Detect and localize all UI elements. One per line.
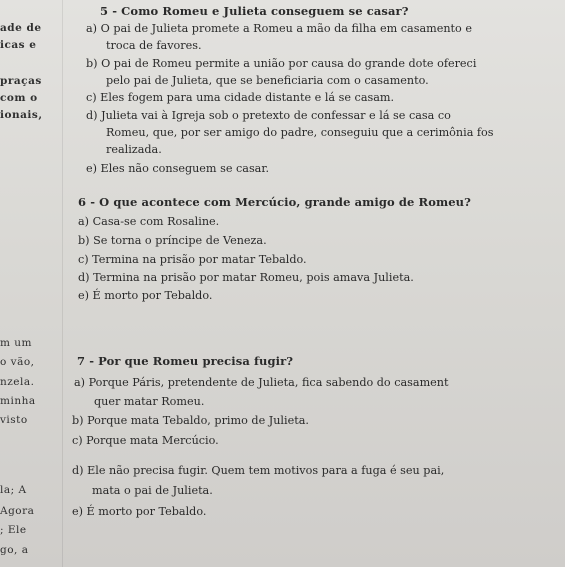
question-6-option: b) Se torna o príncipe de Veneza.: [78, 234, 267, 247]
margin-fragment: com o: [0, 92, 38, 104]
question-7-line: e) É morto por Tebaldo.: [72, 505, 207, 518]
margin-fragment: o vão,: [0, 356, 35, 368]
question-5-line: d) Julieta vai à Igreja sob o pretexto de confessar e lá se casa co: [86, 109, 451, 122]
question-6-option: e) É morto por Tebaldo.: [78, 289, 213, 302]
column-divider: [62, 0, 63, 567]
question-5-title: 5 - Como Romeu e Julieta conseguem se casar?: [100, 4, 409, 18]
margin-fragment: ionais,: [0, 109, 43, 121]
question-6-title: 6 - O que acontece com Mercúcio, grande amigo de Romeu?: [78, 195, 471, 209]
question-5-line: pelo pai de Julieta, que se beneficiaria com o casamento.: [106, 74, 429, 87]
margin-fragment: m um: [0, 337, 33, 349]
question-5-line: Romeu, que, por ser amigo do padre, conseguiu que a cerimônia fos: [106, 126, 494, 139]
question-6-option: a) Casa-se com Rosaline.: [78, 215, 220, 228]
question-7-line: mata o pai de Julieta.: [92, 484, 213, 497]
question-5-line: troca de favores.: [106, 39, 202, 52]
question-7-line: d) Ele não precisa fugir. Quem tem motivos para a fuga é seu pai,: [72, 464, 445, 477]
question-5-line: b) O pai de Romeu permite a união por causa do grande dote ofereci: [86, 57, 477, 70]
question-7-line: b) Porque mata Tebaldo, primo de Julieta.: [72, 414, 309, 427]
margin-fragment: go, a: [0, 544, 29, 556]
question-5-line: realizada.: [106, 143, 162, 156]
question-7-line: c) Porque mata Mercúcio.: [72, 434, 219, 447]
margin-fragment: icas e: [0, 39, 37, 51]
margin-fragment: visto: [0, 414, 28, 426]
margin-fragment: praças: [0, 75, 42, 87]
margin-fragment: nzela.: [0, 376, 35, 388]
margin-fragment: minha: [0, 395, 36, 407]
question-5-line: a) O pai de Julieta promete a Romeu a mão da filha em casamento e: [86, 22, 472, 35]
question-7-line: a) Porque Páris, pretendente de Julieta, fica sabendo do casament: [74, 376, 449, 389]
question-5-line: e) Eles não conseguem se casar.: [86, 162, 270, 175]
question-7-title: 7 - Por que Romeu precisa fugir?: [77, 354, 294, 368]
margin-fragment: la; A: [0, 484, 27, 496]
margin-fragment: ; Ele: [0, 524, 27, 536]
question-6-option: d) Termina na prisão por matar Romeu, pois amava Julieta.: [78, 271, 414, 284]
margin-fragment: Agora: [0, 505, 35, 517]
question-7-line: quer matar Romeu.: [94, 395, 205, 408]
question-5-line: c) Eles fogem para uma cidade distante e lá se casam.: [86, 91, 395, 104]
margin-fragment: ade de: [0, 22, 42, 34]
left-margin-fragments: [0, 0, 62, 567]
question-6-option: c) Termina na prisão por matar Tebaldo.: [78, 253, 307, 266]
